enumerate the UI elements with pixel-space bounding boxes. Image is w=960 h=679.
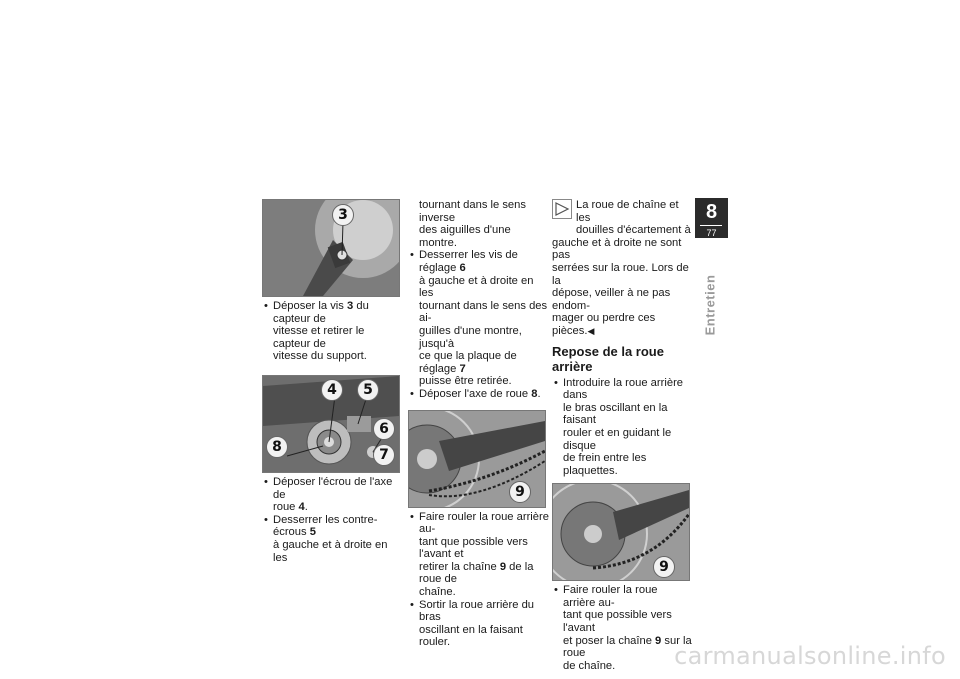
list-item-continued: oscillant en la faisant rouler. [419, 623, 523, 649]
list-item-continued: retirer la chaîne 9 de la roue de [419, 560, 534, 586]
speed-sensor-illustration [263, 200, 399, 296]
note-line: dépose, veiller à ne pas endom- [552, 287, 671, 312]
caution-triangle-icon [552, 199, 572, 219]
photo-speed-sensor [262, 199, 400, 297]
photo-rear-axle [262, 375, 400, 473]
list-item-continued: puisse être retirée. [419, 375, 512, 388]
page-number: 77 [706, 228, 717, 238]
note-line: douilles d'écartement à [576, 224, 691, 237]
callout-6: 6 [373, 418, 395, 440]
list-item-continued: roue 4. [273, 501, 308, 514]
list-item-continued: à gauche et à droite en les [273, 538, 388, 564]
watermark: carmanualsonline.info [674, 642, 946, 670]
photo-chain-removal [408, 410, 546, 508]
list-item-continued: tournant dans le sens des ai- [419, 299, 548, 325]
list-item-continued: tant que possible vers l'avant et [419, 535, 528, 561]
list-item: • Faire rouler la roue arrière au- [552, 584, 692, 609]
list-item: • Déposer la vis 3 du capteur de [262, 300, 402, 325]
photo-chain-install [552, 483, 690, 581]
callout-8: 8 [266, 436, 288, 458]
list-item: • Déposer l'écrou de l'axe de [262, 476, 402, 501]
list-item-continued: et poser la chaîne 9 sur la roue [563, 634, 692, 660]
chapter-number: 8 [705, 201, 718, 223]
callout-4: 4 [321, 379, 343, 401]
list-item-continued: à gauche et à droite en les [419, 274, 534, 300]
list-item: • Desserrer les vis de réglage 6 [408, 249, 550, 274]
callout-5: 5 [357, 379, 379, 401]
callout-7: 7 [373, 444, 395, 466]
list-item-continued: de frein entre les plaquettes. [563, 452, 647, 477]
column-1 [262, 199, 402, 564]
list-item: • Sortir la roue arrière du bras [408, 599, 550, 624]
list-item: • Introduire la roue arrière dans [552, 377, 692, 402]
end-marker-icon: ◀ [587, 325, 595, 336]
list-item: • Déposer l'axe de roue 8. [408, 388, 550, 401]
note-line: La roue de chaîne et les [576, 199, 679, 224]
note-line: gauche et à droite ne sont pas [552, 236, 682, 262]
caution-note [552, 199, 692, 338]
chapter-tab [695, 198, 728, 238]
callout-9: 9 [653, 556, 675, 578]
list-item-continued: vitesse du support. [273, 350, 367, 363]
column-2 [408, 199, 550, 649]
list-item-continued: guilles d'une montre, jusqu'à [419, 324, 522, 350]
list-item-continued: le bras oscillant en la faisant [563, 401, 668, 427]
section-heading: Repose de la roue arrière [552, 343, 664, 374]
column-3 [552, 199, 692, 672]
list-item-continued: ce que la plaque de réglage 7 [419, 350, 517, 375]
callout-9: 9 [509, 481, 531, 503]
list-item-continued: tant que possible vers l'avant [563, 609, 672, 635]
list-item-continued: de chaîne. [563, 659, 616, 672]
list-item: • Faire rouler la roue arrière au- [408, 511, 550, 536]
list-item-continued: des aiguilles d'une montre. [419, 224, 511, 249]
callout-3: 3 [332, 204, 354, 226]
list-item-continued: chaîne. [419, 586, 456, 599]
note-line: serrées sur la roue. Lors de la [552, 261, 689, 287]
section-side-label: Entretien [702, 274, 718, 336]
list-item-continued: tournant dans le sens inverse [419, 199, 526, 224]
list-item: • Desserrer les contre-écrous 5 [262, 514, 402, 539]
list-item-continued: rouler et en guidant le disque [563, 426, 672, 452]
tab-divider [700, 225, 722, 226]
note-line: mager ou perdre ces pièces.◀ [552, 312, 656, 337]
list-item-continued: vitesse et retirer le capteur de [273, 325, 365, 350]
